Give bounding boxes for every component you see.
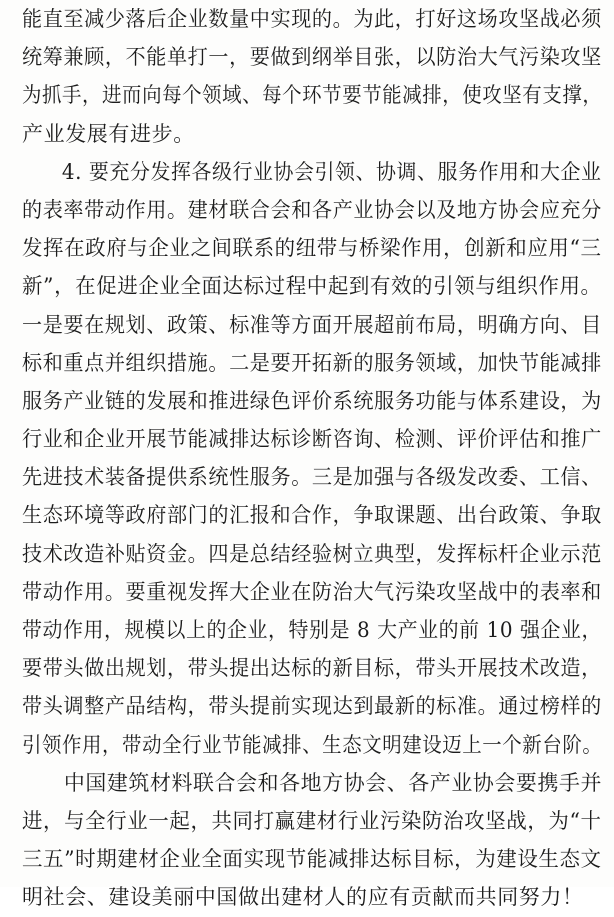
- text-line: 服务产业链的发展和推进绿色评价系统服务功能与体系建设，为: [22, 388, 602, 413]
- text-line: 带动作用，规模以上的企业，特别是 8 大产业的前 10 强企业，: [22, 618, 603, 642]
- text-line: 产业发展有进步。: [22, 121, 195, 146]
- body-text: [22, 0, 602, 917]
- text-line: 带动作用。要重视发挥大企业在防治大气污染攻坚战中的表率和: [22, 579, 602, 604]
- text-line: 能直至减少落后企业数量中实现的。为此，打好这场攻坚战必须: [22, 7, 602, 31]
- text-line: 生态环境等政府部门的汇报和合作，争取课题、出台政策、争取: [22, 503, 602, 528]
- text-line: 行业和企业开展节能减排达标诊断咨询、检测、评价评估和推广: [22, 427, 602, 452]
- text-line: 要带头做出规划，带头提出达标的新目标，带头开展技术改造，: [22, 656, 602, 681]
- text-line: 为抓手，进而向每个领域、每个环节要节能减排，使攻坚有支撑，: [22, 83, 603, 108]
- text-line: 技术改造补贴资金。四是总结经验树立典型，发挥标杆企业示范: [22, 541, 602, 566]
- text-line: 三五”时期建材企业全面实现节能减排达标目标，为建设生态文: [22, 847, 602, 872]
- text-line: 先进技术装备提供系统性服务。三是加强与各级发改委、工信、: [22, 465, 602, 490]
- text-line: 一是要在规划、政策、标准等方面开展超前布局，明确方向、目: [22, 312, 602, 337]
- text-line: 的表率带动作用。建材联合会和各产业协会以及地方协会应充分: [22, 197, 602, 222]
- text-line: 进，与全行业一起，共同打赢建材行业污染防治攻坚战，为“十: [22, 808, 602, 833]
- text-line: 新”，在促进企业全面达标过程中起到有效的引领与组织作用。: [22, 274, 602, 299]
- text-line: 带头调整产品结构，带头提前实现达到最新的标准。通过榜样的: [22, 694, 602, 719]
- text-line: 发挥在政府与企业之间联系的纽带与桥梁作用，创新和应用“三: [22, 236, 602, 261]
- paragraph-start-line: 中国建筑材料联合会和各地方协会、各产业协会要携手并: [63, 770, 603, 795]
- text-line: 统筹兼顾，不能单打一，要做到纲举目张，以防治大气污染攻坚: [22, 45, 602, 70]
- text-line: 标和重点并组织措施。二是要开拓新的服务领域，加快节能减排: [22, 350, 602, 375]
- text-line: 引领作用，带动全行业节能减排、生态文明建设迈上一个新台阶。: [22, 732, 603, 757]
- text-line: 明社会、建设美丽中国做出建材人的应有贡献而共同努力！: [22, 885, 584, 910]
- section-heading-line: 4. 要充分发挥各级行业协会引领、协调、服务作用和大企业: [61, 159, 602, 184]
